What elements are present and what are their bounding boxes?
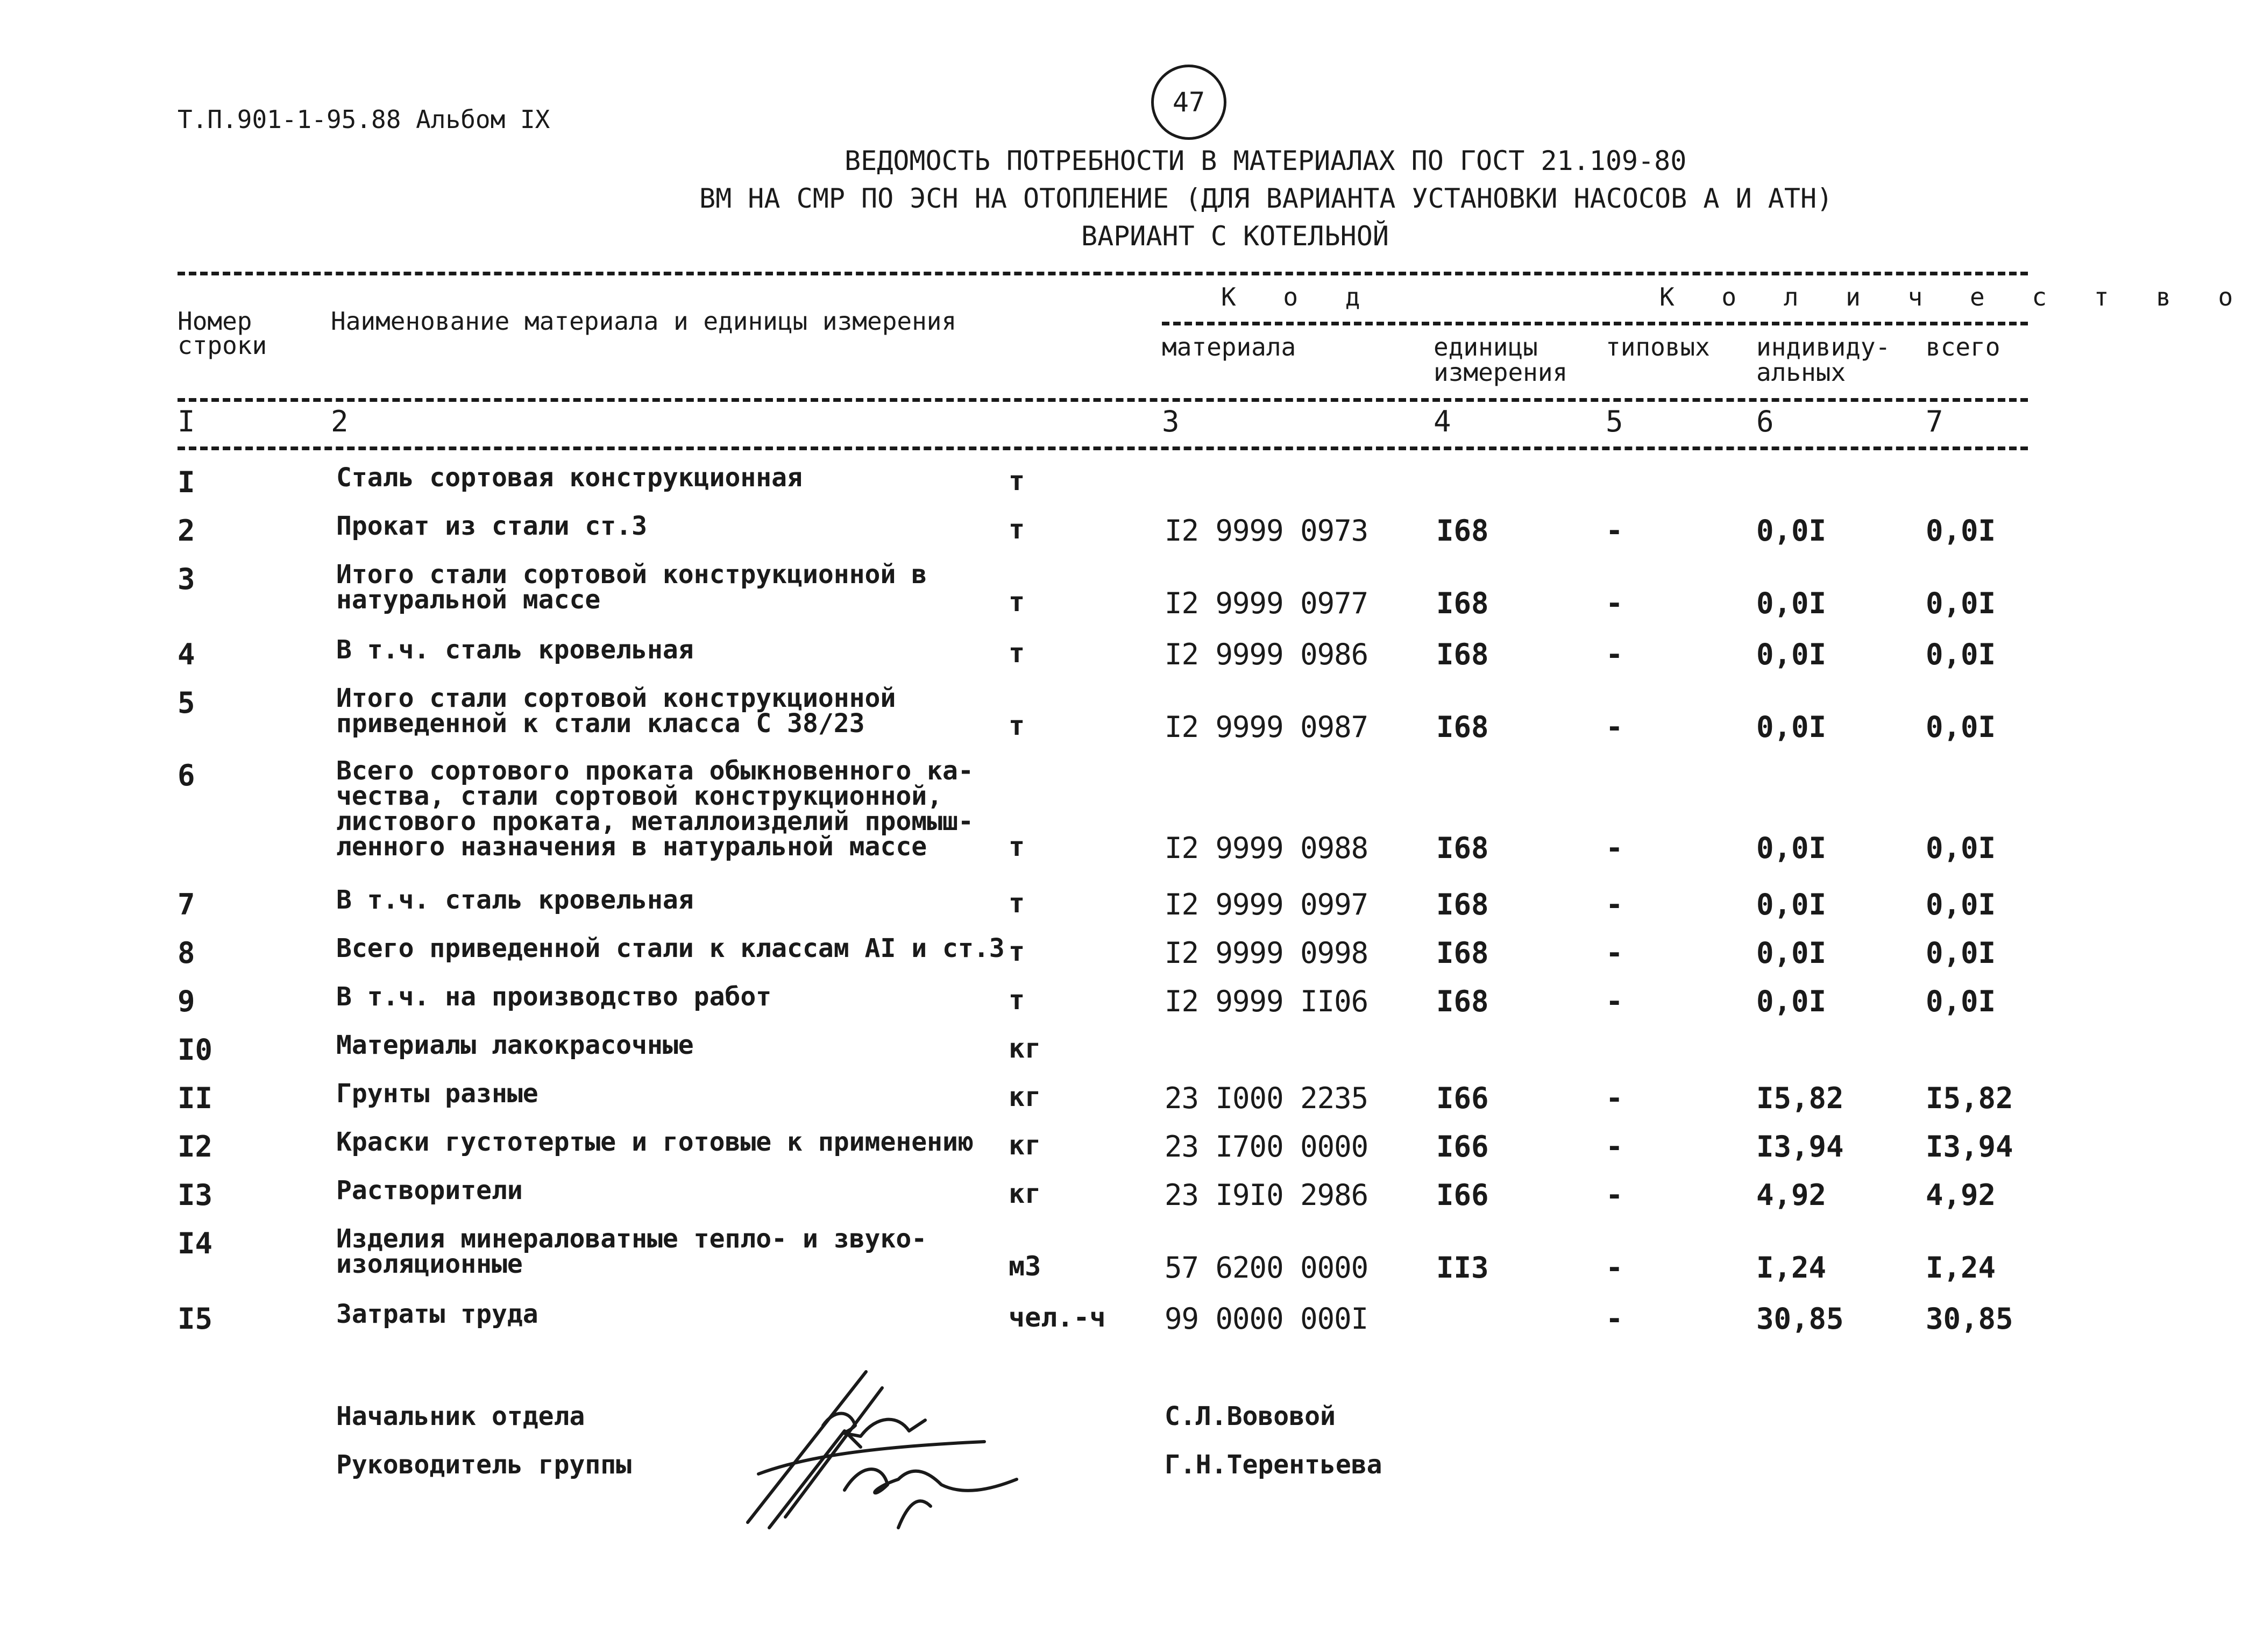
col-material: материала	[1162, 332, 1296, 361]
row-unit: т	[1009, 984, 1025, 1016]
row-number: I3	[178, 1178, 213, 1212]
col-row-number-line2: строки	[178, 331, 267, 360]
signature-role-group-lead: Руководитель группы	[336, 1450, 632, 1480]
row-unit: т	[1009, 586, 1025, 618]
row-number: 5	[178, 686, 195, 720]
col-name: Наименование материала и единицы измерения	[331, 307, 957, 336]
row-material-name: В т.ч. сталь кровельная	[336, 635, 694, 665]
row-unit: кг	[1009, 1033, 1041, 1064]
row-unit-code: I68	[1436, 831, 1489, 865]
row-unit: т	[1009, 831, 1025, 862]
row-individual-qty: 30,85	[1756, 1302, 1844, 1336]
row-individual-qty: 0,0I	[1756, 586, 1827, 620]
row-material-code: 23 I9I0 2986	[1165, 1178, 1368, 1212]
row-typical-qty: -	[1606, 984, 1623, 1018]
row-total-qty: 0,0I	[1926, 637, 1996, 671]
row-number: 9	[178, 984, 195, 1018]
row-number: 2	[178, 514, 195, 548]
row-typical-qty: -	[1606, 888, 1623, 921]
col-individual-line2: альных	[1756, 358, 1846, 387]
row-material-code: 99 0000 000I	[1165, 1302, 1368, 1336]
row-number: I2	[178, 1130, 213, 1164]
row-material-code: I2 9999 0986	[1165, 637, 1368, 671]
row-material-name: Краски густотертые и готовые к применению	[336, 1127, 974, 1157]
row-total-qty: 0,0I	[1926, 984, 1996, 1018]
header-rule-mid	[1162, 322, 2028, 325]
col-num-5: 5	[1606, 405, 1623, 438]
row-unit: т	[1009, 888, 1025, 919]
row-unit-code: I68	[1436, 984, 1489, 1018]
row-typical-qty: -	[1606, 936, 1623, 970]
col-num-6: 6	[1756, 405, 1774, 438]
row-unit-code: I68	[1436, 514, 1489, 548]
row-number: 7	[178, 888, 195, 921]
row-typical-qty: -	[1606, 637, 1623, 671]
row-number: I4	[178, 1226, 213, 1260]
row-number: 4	[178, 637, 195, 671]
row-unit: т	[1009, 710, 1025, 741]
row-total-qty: 30,85	[1926, 1302, 2013, 1336]
row-individual-qty: 4,92	[1756, 1178, 1827, 1212]
row-material-name: Грунты разные	[336, 1079, 538, 1109]
row-individual-qty: 0,0I	[1756, 936, 1827, 970]
handwritten-signature	[737, 1366, 1038, 1538]
row-unit-code: I66	[1436, 1130, 1489, 1164]
row-material-name: Итого стали сортовой конструкционной приведенной к стали класса С 38/23	[336, 683, 896, 739]
row-unit: кг	[1009, 1081, 1041, 1112]
row-number: I0	[178, 1033, 213, 1067]
row-total-qty: 0,0I	[1926, 888, 1996, 921]
col-code-group: К о д	[1221, 282, 1377, 311]
col-num-7: 7	[1926, 405, 1943, 438]
col-total: всего	[1926, 332, 2000, 361]
row-unit-code: I66	[1436, 1081, 1489, 1115]
row-unit: т	[1009, 637, 1025, 669]
row-material-code: I2 9999 II06	[1165, 984, 1368, 1018]
document-reference: Т.П.901-1-95.88 Альбом IX	[178, 105, 550, 134]
row-unit-code: I68	[1436, 710, 1489, 744]
row-material-name: Сталь сортовая конструкционная	[336, 463, 803, 493]
row-typical-qty: -	[1606, 1178, 1623, 1212]
row-material-name: В т.ч. сталь кровельная	[336, 885, 694, 915]
row-material-code: 23 I700 0000	[1165, 1130, 1368, 1164]
row-unit-code: II3	[1436, 1251, 1489, 1285]
row-individual-qty: 0,0I	[1756, 888, 1827, 921]
row-number: 3	[178, 562, 195, 596]
signature-name-2: Г.Н.Терентьева	[1165, 1450, 1382, 1480]
col-num-1: I	[178, 405, 195, 438]
row-unit: кг	[1009, 1178, 1041, 1209]
row-number: I5	[178, 1302, 213, 1336]
row-individual-qty: 0,0I	[1756, 984, 1827, 1018]
row-material-name: Затраты труда	[336, 1299, 538, 1329]
row-material-code: 23 I000 2235	[1165, 1081, 1368, 1115]
row-individual-qty: 0,0I	[1756, 514, 1827, 548]
row-unit: чел.-ч	[1009, 1302, 1106, 1333]
col-num-2: 2	[331, 405, 349, 438]
col-num-4: 4	[1434, 405, 1451, 438]
col-num-3: 3	[1162, 405, 1180, 438]
row-individual-qty: I,24	[1756, 1251, 1827, 1285]
col-row-number-line1: Номер	[178, 307, 252, 336]
row-total-qty: I5,82	[1926, 1081, 2013, 1115]
title-line-2: ВМ НА СМР ПО ЭСН НА ОТОПЛЕНИЕ (ДЛЯ ВАРИАНТА УСТАНОВКИ НАСОСОВ А И АТН)	[699, 183, 1833, 214]
row-material-name: Изделия минераловатные тепло- и звуко- изоляционные	[336, 1224, 927, 1279]
row-typical-qty: -	[1606, 710, 1623, 744]
col-unit-line2: измерения	[1434, 358, 1568, 387]
row-unit: кг	[1009, 1130, 1041, 1161]
row-individual-qty: 0,0I	[1756, 637, 1827, 671]
row-material-name: Прокат из стали ст.3	[336, 511, 647, 541]
row-number: II	[178, 1081, 213, 1115]
row-total-qty: I3,94	[1926, 1130, 2013, 1164]
row-typical-qty: -	[1606, 1251, 1623, 1285]
signature-role-head: Начальник отдела	[336, 1401, 585, 1431]
row-individual-qty: 0,0I	[1756, 710, 1827, 744]
row-material-name: Материалы лакокрасочные	[336, 1030, 694, 1060]
row-total-qty: 0,0I	[1926, 710, 1996, 744]
col-individual-line1: индивиду-	[1756, 332, 1891, 361]
row-total-qty: 0,0I	[1926, 514, 1996, 548]
row-typical-qty: -	[1606, 586, 1623, 620]
row-unit-code: I68	[1436, 936, 1489, 970]
row-total-qty: I,24	[1926, 1251, 1996, 1285]
row-material-name: Итого стали сортовой конструкционной в натуральной массе	[336, 559, 927, 615]
row-total-qty: 0,0I	[1926, 936, 1996, 970]
row-typical-qty: -	[1606, 1302, 1623, 1336]
header-rule-bottom	[178, 446, 2028, 450]
col-unit-line1: единицы	[1434, 332, 1538, 361]
row-number: I	[178, 465, 195, 499]
row-typical-qty: -	[1606, 831, 1623, 865]
row-number: 6	[178, 758, 195, 792]
row-unit-code: I68	[1436, 888, 1489, 921]
title-line-3: ВАРИАНТ С КОТЕЛЬНОЙ	[1081, 221, 1389, 252]
row-unit-code: I66	[1436, 1178, 1489, 1212]
header-rule-low	[178, 398, 2028, 402]
row-material-name: В т.ч. на производство работ	[336, 982, 772, 1012]
row-material-code: I2 9999 0997	[1165, 888, 1368, 921]
row-material-code: I2 9999 0977	[1165, 586, 1368, 620]
row-material-name: Растворители	[336, 1175, 523, 1206]
row-unit: т	[1009, 514, 1025, 545]
row-total-qty: 4,92	[1926, 1178, 1996, 1212]
row-material-code: I2 9999 0998	[1165, 936, 1368, 970]
page-number: 47	[1151, 65, 1226, 140]
row-unit-code: I68	[1436, 637, 1489, 671]
row-typical-qty: -	[1606, 1081, 1623, 1115]
row-material-code: I2 9999 0973	[1165, 514, 1368, 548]
row-material-name: Всего сортового проката обыкновенного ка- чества, стали сортовой конструкционной, листового проката, металлоизделий промыш- ленного назначения в натуральной массе	[336, 756, 974, 862]
signature-name-1: С.Л.Вововой	[1165, 1401, 1336, 1431]
row-individual-qty: I3,94	[1756, 1130, 1844, 1164]
row-typical-qty: -	[1606, 1130, 1623, 1164]
row-unit: м3	[1009, 1251, 1041, 1282]
row-material-code: 57 6200 0000	[1165, 1251, 1368, 1285]
row-total-qty: 0,0I	[1926, 586, 1996, 620]
row-unit: т	[1009, 936, 1025, 967]
title-line-1: ВЕДОМОСТЬ ПОТРЕБНОСТИ В МАТЕРИАЛАХ ПО ГОСТ 21.109-80	[845, 145, 1687, 176]
row-individual-qty: I5,82	[1756, 1081, 1844, 1115]
row-material-code: I2 9999 0988	[1165, 831, 1368, 865]
row-total-qty: 0,0I	[1926, 831, 1996, 865]
row-unit: т	[1009, 465, 1025, 497]
col-qty-group: К о л и ч е с т в о	[1659, 282, 2249, 311]
header-rule-top	[178, 272, 2028, 275]
row-material-name: Всего приведенной стали к классам AI и ст.3	[336, 933, 1005, 963]
row-unit-code: I68	[1436, 586, 1489, 620]
row-material-code: I2 9999 0987	[1165, 710, 1368, 744]
row-individual-qty: 0,0I	[1756, 831, 1827, 865]
row-number: 8	[178, 936, 195, 970]
col-typical: типовых	[1606, 332, 1710, 361]
row-typical-qty: -	[1606, 514, 1623, 548]
